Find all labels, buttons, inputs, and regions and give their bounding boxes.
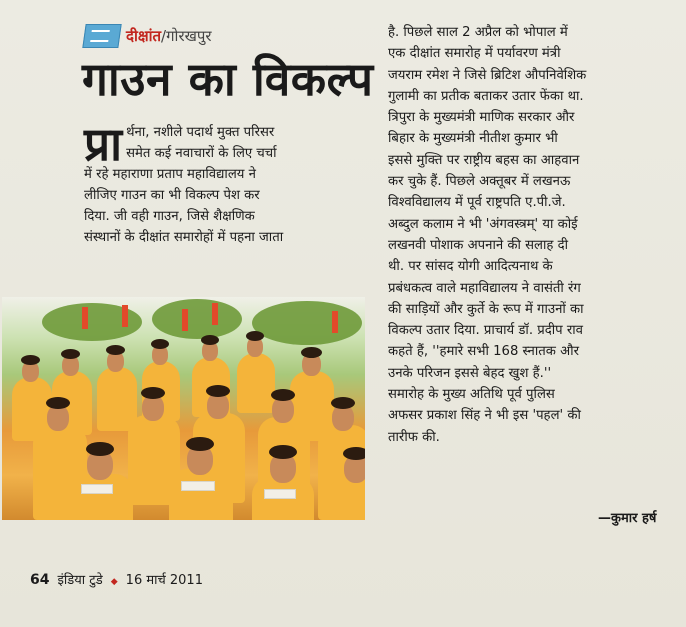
text-line: समेत कई नवाचारों के लिए चर्चा xyxy=(126,146,277,161)
publication-name: इंडिया टुडे xyxy=(57,573,103,588)
text-line: की साड़ियों और कुर्ते के रूप में गाउनों का xyxy=(388,301,584,317)
text-line: प्रबंधकत्व वाले महाविद्यालय ने वासंती रंग xyxy=(388,280,581,296)
text-line: समारोह के मुख्य अतिथि पूर्व पुलिस xyxy=(388,387,555,403)
text-line: जयराम रमेश ने जिसे ब्रिटिश औपनिवेशिक xyxy=(388,67,587,83)
text-line: गुलामी का प्रतीक बताकर उतार फेंका था. xyxy=(388,88,584,104)
diamond-bullet-icon: ◆ xyxy=(110,577,118,587)
text-line: इससे मुक्ति पर राष्ट्रीय बहस का आहवान xyxy=(388,152,580,168)
text-line: विश्वविद्यालय में पूर्व राष्ट्रपति ए.पी.जे. xyxy=(388,195,566,211)
text-line: संस्थानों के दीक्षांत समारोहों में पहना जाता xyxy=(84,230,284,245)
text-line: उनके परिजन इससे बेहद खुश हैं.'' xyxy=(388,365,552,381)
text-line: अफसर प्रकाश सिंह ने भी इस 'पहल' की xyxy=(388,408,581,424)
article-column-left xyxy=(84,117,362,248)
text-line: थी. पर सांसद योगी आदित्यनाथ के xyxy=(388,259,553,275)
text-line: विकल्प उतार दिया. प्राचार्य डॉ. प्रदीप राव xyxy=(388,323,583,339)
text-line: कर चुके हैं. पिछले अक्तूबर में लखनऊ xyxy=(388,174,571,190)
text-line: है. पिछले साल 2 अप्रैल को भोपाल में xyxy=(388,25,568,40)
text-line: र्थना, नशीले पदार्थ मुक्त परिसर xyxy=(126,125,275,140)
page-footer xyxy=(30,570,203,588)
text-line: दिया. जी वही गाउन, जिसे शैक्षणिक xyxy=(84,209,255,224)
text-line: बिहार के मुख्यमंत्री नीतीश कुमार भी xyxy=(388,131,558,147)
article-headline: गाउन का विकल्प xyxy=(82,52,374,106)
text-line: त्रिपुरा के मुख्यमंत्री माणिक सरकार और xyxy=(388,110,575,126)
issue-date: 16 मार्च 2011 xyxy=(125,573,203,588)
kicker-separator: / xyxy=(161,27,167,45)
text-line: कहते हैं, ''हमारे सभी 168 स्नातक और xyxy=(388,344,580,360)
drop-cap: प्रा xyxy=(84,117,123,171)
kicker-place: गोरखपुर xyxy=(166,27,212,45)
text-line: अब्दुल कलाम ने भी 'अंगवस्त्रम्' या कोई xyxy=(388,216,578,232)
kicker-section: दीक्षांत xyxy=(126,27,162,45)
page-number: 64 xyxy=(30,572,50,588)
text-line: लखनवी पोशाक अपनाने की सलाह दी xyxy=(388,237,569,253)
ceremony-photo xyxy=(2,297,365,520)
text-line: तारीफ की. xyxy=(388,429,440,445)
text-line: में रहे महाराणा प्रताप महाविद्यालय ने xyxy=(84,167,256,182)
kicker-label xyxy=(126,26,212,46)
text-line: एक दीक्षांत समारोह में पर्यावरण मंत्री xyxy=(388,46,561,62)
section-kicker xyxy=(84,24,212,48)
article-column-right xyxy=(388,22,674,448)
blue-flag-icon xyxy=(82,24,121,48)
author-byline: —कुमार हर्ष xyxy=(598,511,657,526)
text-line: लीजिए गाउन का भी विकल्प पेश कर xyxy=(84,188,260,203)
